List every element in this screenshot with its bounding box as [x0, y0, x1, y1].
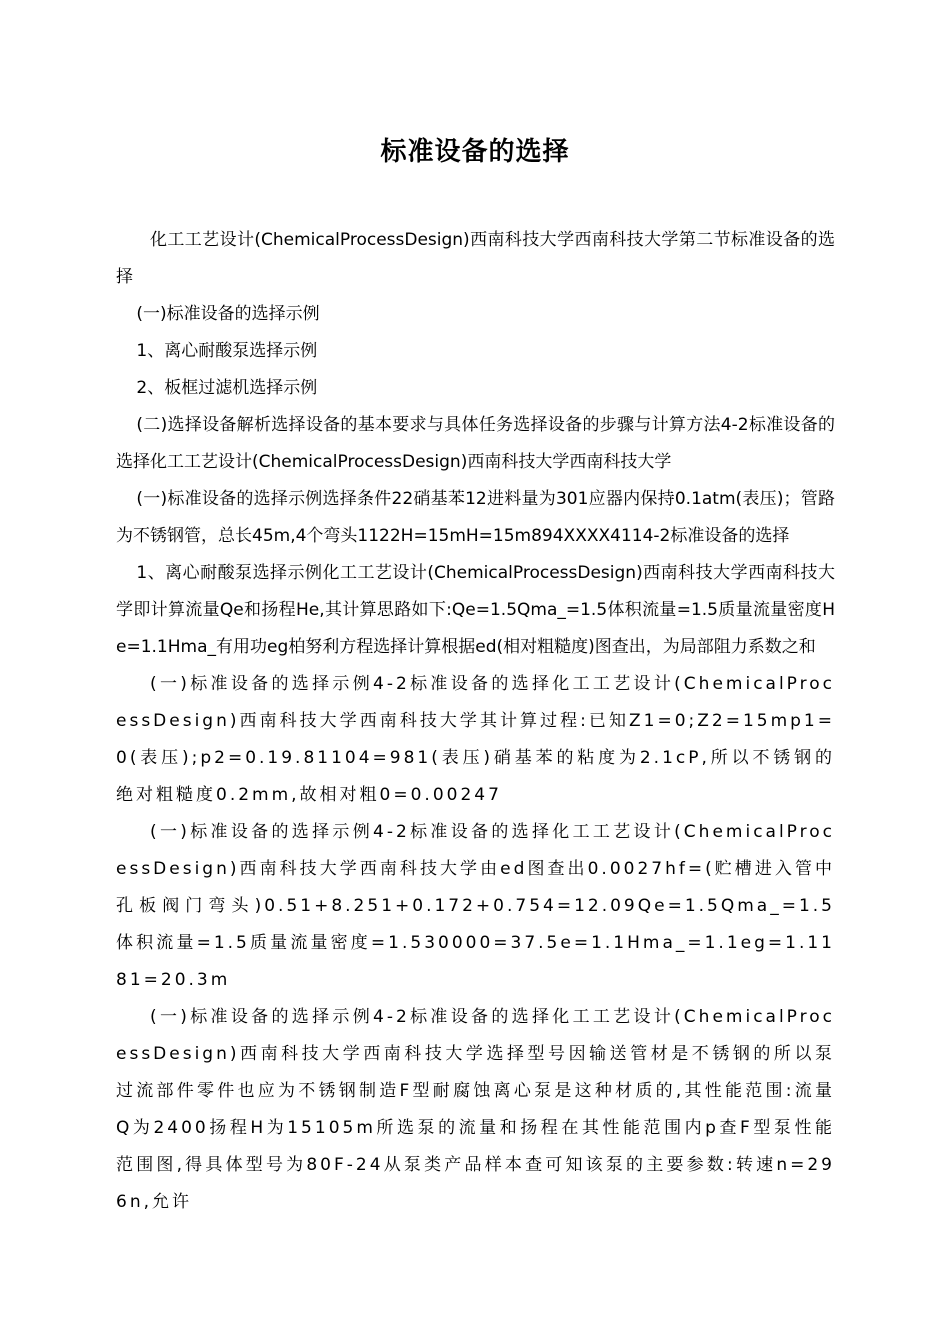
- document-body: [116, 222, 835, 1221]
- paragraph-section-1: (一)标准设备的选择示例: [136, 304, 320, 324]
- document-title: 标准设备的选择: [380, 137, 570, 167]
- paragraph-item-1: 1、离心耐酸泵选择示例: [136, 341, 318, 361]
- paragraph-intro: 化工工艺设计(ChemicalProcessDesign)西南科技大学西南科技大学第二节标准设备的选择: [116, 230, 835, 287]
- paragraph-model-selection: (一)标准设备的选择示例4-2标准设备的选择化工工艺设计(ChemicalProcessDesign)西南科技大学西南科技大学选择型号因输送管材是不锈钢的所以泵过流部件零件也应为不锈钢制造F型耐腐蚀离心泵是这种材质的,其性能范围:流量Q为2400扬程H为15105m所选泵的流量和扬程在其性能范围内p查F型泵性能范围图,得具体型号为80F-24从泵类产品样本查可知该泵的主要参数:转速n=296n,允许: [116, 1007, 835, 1212]
- paragraph-conditions: (一)标准设备的选择示例选择条件22硝基苯12进料量为301应器内保持0.1atm(表压)；管路为不锈钢管，总长45m,4个弯头1122H=15mH=15m894XXXX4114-2标准设备的选择: [116, 489, 835, 546]
- paragraph-calculation-approach: 1、离心耐酸泵选择示例化工工艺设计(ChemicalProcessDesign)西南科技大学西南科技大学即计算流量Qe和扬程He,其计算思路如下:Qe=1.5Qma_=1.5体积流量=1.5质量流量密度He=1.1Hma_有用功eg柏努利方程选择计算根据ed(相对粗糙度)图查出，为局部阻力系数之和: [116, 563, 835, 657]
- paragraph-resistance-calculation: (一)标准设备的选择示例4-2标准设备的选择化工工艺设计(ChemicalProcessDesign)西南科技大学西南科技大学由ed图查出0.0027hf=(贮槽进入管中孔板阀门弯头)0.51+8.251+0.172+0.754=12.09Qe=1.5Qma_=1.5体积流量=1.5质量流量密度=1.530000=37.5e=1.1Hma_=1.1eg=1.1181=20.3m: [116, 822, 835, 990]
- paragraph-section-2: (二)选择设备解析选择设备的基本要求与具体任务选择设备的步骤与计算方法4-2标准设备的选择化工工艺设计(ChemicalProcessDesign)西南科技大学西南科技大学: [116, 415, 835, 472]
- paragraph-item-2: 2、板框过滤机选择示例: [136, 378, 318, 398]
- paragraph-calculation-process: (一)标准设备的选择示例4-2标准设备的选择化工工艺设计(ChemicalProcessDesign)西南科技大学西南科技大学其计算过程:已知Z1=0;Z2=15mp1=0(表压);p2=0.19.81104=981(表压)硝基苯的粘度为2.1cP,所以不锈钢的绝对粗糙度0.2mm,故相对粗0=0.00247: [116, 674, 835, 805]
